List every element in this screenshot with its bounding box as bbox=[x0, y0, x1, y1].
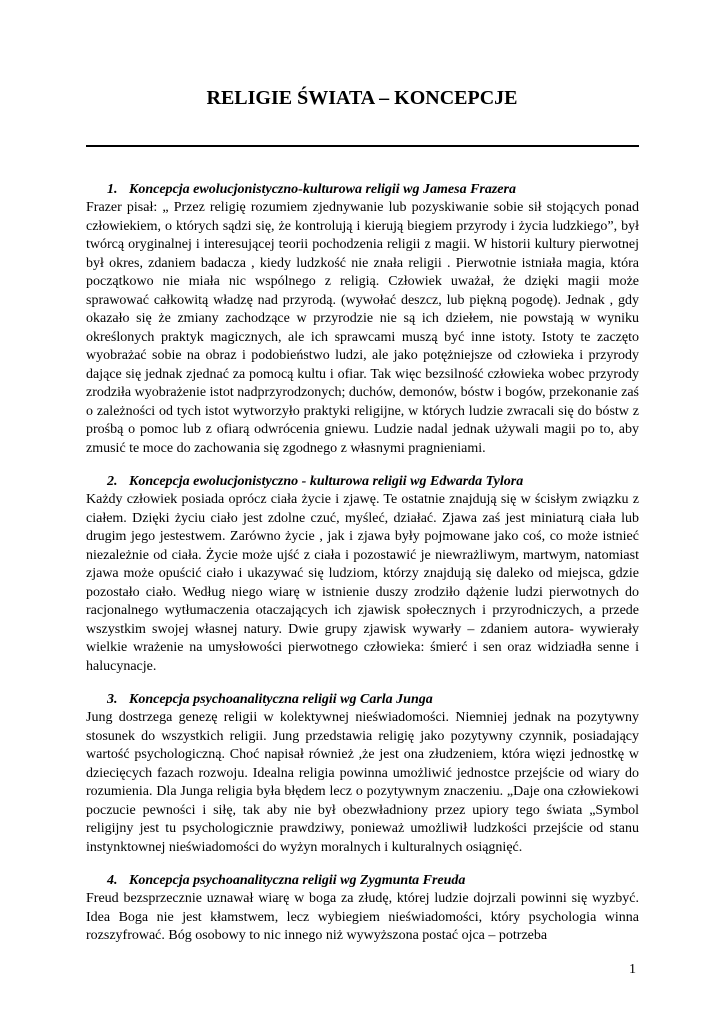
section-jung bbox=[86, 691, 639, 857]
section-number: 1. bbox=[107, 182, 118, 197]
section-number: 3. bbox=[107, 692, 118, 707]
title-divider bbox=[86, 145, 639, 147]
section-paragraph: Każdy człowiek posiada oprócz ciała życie i zjawę. Te ostatnie znajdują się w ścisłym związku z ciałem. Dzięki życiu ciało jest zdolne czuć, myśleć, działać. Zjawa zaś jest miniaturą ciała lub drugim jego jestestwem. Zarówno życie , jak i zjawa były pojmowane jako coś, co może istnieć niezależnie od ciała. Życie może ujść z ciała i pozostawić je niewrażliwym, martwym, natomiast zjawa może opuścić ciało i ukazywać się ludziom, którzy znajdują się daleko od miejsca, gdzie pozostało ciało. Według niego wiarę w istnienie duszy zrodziło dążenie ludzi pierwotnych do racjonalnego wytłumaczenia otaczających ich zjawisk społecznych i przyrodniczych, a przede wszystkim swojej własnej natury. Dwie grupy zjawisk wywarły – zdaniem autora- wywierały wielkie wrażenie na umysłowości pierwotnego człowieka: śmierć i sen oraz widziadła senne i halucynacje. bbox=[86, 492, 639, 674]
section-number: 2. bbox=[107, 474, 118, 489]
section-heading bbox=[86, 691, 639, 709]
section-paragraph: Frazer pisał: „ Przez religię rozumiem zjednywanie lub pozyskiwanie sobie sił stojących ponad człowiekiem, o których sądzi się, że kontrolują i kierują biegiem przyrody i życia ludzkiego”, był twórcą oryginalnej i interesującej teorii pochodzenia religii z magii. W historii kultury pierwotnej był okres, zdaniem badacza , kiedy ludzkość nie znała religii . Pierwotnie istniała magia, która początkowo nie miała nic wspólnego z religią. Człowiek uważał, że dzięki magii może sprawować całkowitą władzę nad przyrodą. (wywołać deszcz, lub piękną pogodę). Jednak , gdy okazało się że zmiany zachodzące w przyrodzie nie są ich dziełem, nie powstają w wyniku określonych praktyk magicznych, ale ich sprawcami muszą być inne istoty. Istoty te zaczęto wyobrażać sobie na obraz i podobieństwo ludzi, ale jako potężniejsze od człowieka i przyrody dające się jednak zjednać za pomocą kultu i ofiar. Tak więc bezsilność człowieka wobec przyrody zrodziła wyobrażenie istot nadprzyrodzonych; duchów, demonów, bóstw i bogów, przekonanie zaś o zależności od tych istot wytworzyło praktyki religijne, w których ludzie zwracali się do bóstw z prośbą o pomoc lub z ofiarą odwrócenia gniewu. Ludzie nadal jednak używali magii po to, aby zmusić te moce do zachowania się zgodnego z własnymi pragnieniami. bbox=[86, 200, 639, 456]
section-freud bbox=[86, 872, 639, 946]
section-paragraph: Jung dostrzega genezę religii w kolektywnej nieświadomości. Niemniej jednak na pozytywny stosunek do wszystkich religii. Jung przedstawia religię jako pozytywny czynnik, posiadający wartość psychologiczną. Choć napisał również ,że jest ona złudzeniem, która więzi jednostkę w dziecięcych fazach rozwoju. Idealna religia powinna umożliwić jednostce przejście od wiary do rozumienia. Dla Junga religia była błędem lecz o pozytywnym znaczeniu. „Daje ona człowiekowi poczucie pewności i siłę, tak aby nie był obezwładniony przez upiory tego świata „Symbol religijny jest tu psychologicznie prawdziwy, ponieważ umożliwił ludzkości przejście od stanu instynktownej nieświadomości do wyżyn moralnych i kulturalnych osiągnięć. bbox=[86, 710, 639, 855]
section-heading-text: Koncepcja ewolucjonistyczno - kulturowa religii wg Edwarda Tylora bbox=[129, 474, 524, 489]
section-heading bbox=[86, 473, 639, 491]
section-heading bbox=[86, 181, 639, 199]
section-heading-text: Koncepcja ewolucjonistyczno-kulturowa religii wg Jamesa Frazera bbox=[129, 182, 516, 197]
page-number: 1 bbox=[629, 962, 636, 977]
section-number: 4. bbox=[107, 873, 118, 888]
section-heading-text: Koncepcja psychoanalityczna religii wg Carla Junga bbox=[129, 692, 433, 707]
section-heading-text: Koncepcja psychoanalityczna religii wg Zygmunta Freuda bbox=[129, 873, 466, 888]
section-paragraph: Freud bezsprzecznie uznawał wiarę w boga za złudę, której ludzie dojrzali powinni się wyzbyć. Idea Boga nie jest kłamstwem, lecz wybiegiem nieświadomości, który psychologia winna rozszyfrować. Bóg osobowy to nic innego niż wywyższona postać ojca – potrzeba bbox=[86, 891, 639, 943]
section-frazer bbox=[86, 181, 639, 458]
section-tylor bbox=[86, 473, 639, 676]
page-title: RELIGIE ŚWIATA – KONCEPCJE bbox=[206, 87, 518, 109]
document-body bbox=[86, 181, 639, 961]
section-heading bbox=[86, 872, 639, 890]
